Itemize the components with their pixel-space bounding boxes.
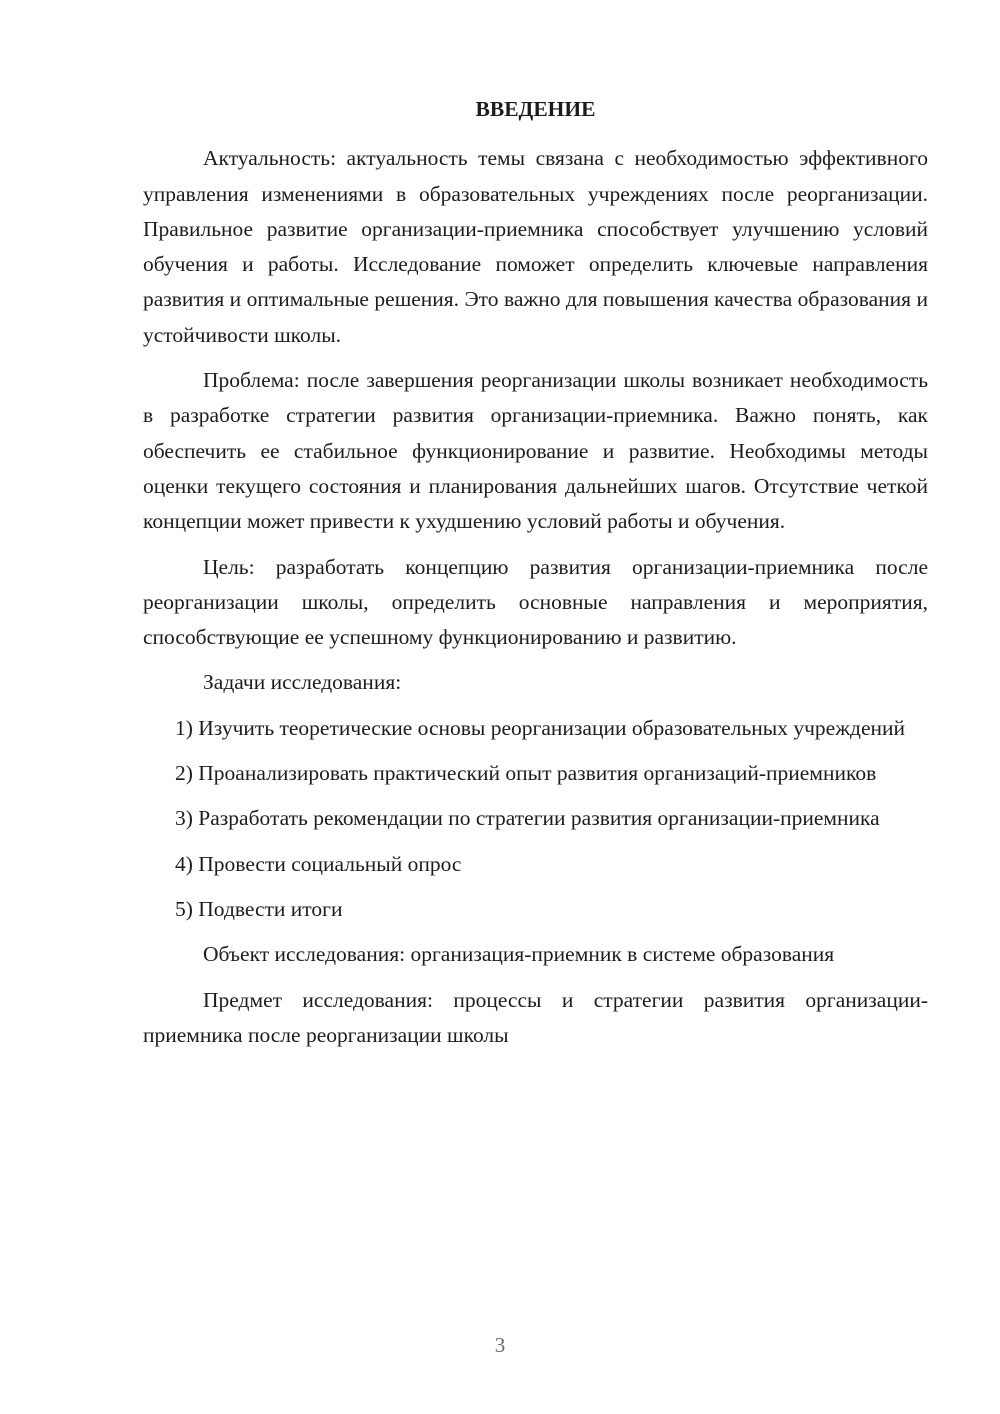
paragraph-subject: Предмет исследования: процессы и стратегии развития организации-приемника после реорганизации школы xyxy=(143,987,928,1047)
task-item-5: 5) Подвести итоги xyxy=(175,896,343,921)
document-page xyxy=(143,92,928,1063)
paragraph-problem: Проблема: после завершения реорганизации школы возникает необходимость в разработке стратегии развития организации-приемника. Важно понять, как обеспечить ее стабильное функционирование и развитие. Необходимы методы оценки текущего состояния и планирования дальнейших шагов. Отсутствие четкой концепции может привести к ухудшению условий работы и обучения. xyxy=(143,368,928,534)
task-item-2: 2) Проанализировать практический опыт развития организаций-приемников xyxy=(175,761,877,786)
tasks-heading: Задачи исследования: xyxy=(203,670,402,695)
page-number: 3 xyxy=(494,1333,506,1357)
section-title: ВВЕДЕНИЕ xyxy=(475,97,596,121)
paragraph-object: Объект исследования: организация-приемник в системе образования xyxy=(203,942,835,967)
task-item-1: 1) Изучить теоретические основы реорганизации образовательных учреждений xyxy=(175,715,906,740)
paragraph-goal: Цель: разработать концепцию развития организации-приемника после реорганизации школы, определить основные направления и мероприятия, способствующие ее успешному функционированию и развитию. xyxy=(143,554,928,650)
paragraph-relevance: Актуальность: актуальность темы связана с необходимостью эффективного управления изменениями в образовательных учреждениях после реорганизации. Правильное развитие организации-приемника способствует улучшению условий обучения и работы. Исследование поможет определить ключевые направления развития и оптимальные решения. Это важно для повышения качества образования и устойчивости школы. xyxy=(143,146,928,347)
task-item-3: 3) Разработать рекомендации по стратегии развития организации-приемника xyxy=(175,806,880,831)
task-item-4: 4) Провести социальный опрос xyxy=(175,851,462,876)
